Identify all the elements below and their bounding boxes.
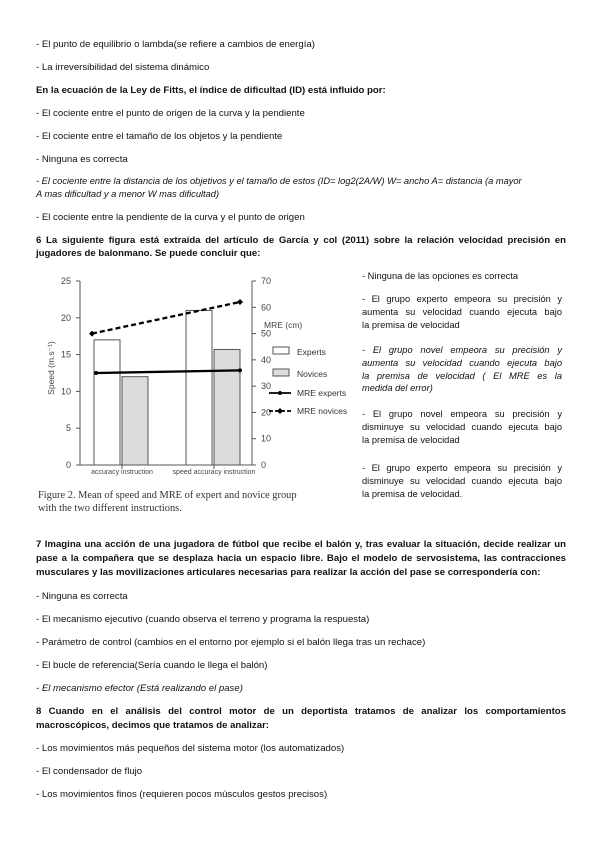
q6-option (362, 270, 562, 283)
option-text: - Ninguna es correcta (36, 591, 128, 602)
y2-axis-label: MRE (cm) (264, 320, 303, 330)
speed-mre-chart (34, 270, 356, 482)
option-text-correct: A mas dificultad y a menor W mas dificultad) (36, 189, 220, 199)
q6-option-line: - El grupo experto empeora su precisión y (362, 463, 562, 473)
option-text: - Ninguna es correcta (36, 154, 128, 165)
option-text: - El bucle de referencia(Sería cuando le llega el balón) (36, 660, 268, 671)
option-text: - El cociente entre el tamaño de los objetos y la pendiente (36, 131, 283, 142)
legend-label: Experts (297, 347, 326, 357)
y-tick-label: 15 (60, 349, 71, 360)
q6-option-line: aumenta su velocidad cuando ejecuta bajo (362, 357, 562, 368)
series-line-mre-novices (92, 302, 240, 334)
q6-option-line: la premisa de velocidad ( El MRE es la (362, 370, 562, 381)
bar-novices (214, 349, 240, 465)
legend-label: MRE novices (297, 406, 348, 416)
q6-option-line: - El grupo experto empeora su precisión y (362, 294, 562, 304)
caption-line: Figure 2. Mean of speed and MRE of expert and novice group (38, 490, 297, 501)
y2-tick-label: 30 (261, 381, 272, 392)
y-axis-label: Speed (m.s⁻¹) (46, 341, 56, 395)
y2-tick-label: 20 (261, 407, 272, 418)
q6-option-line: la premisa de velocidad (362, 319, 460, 330)
y-tick-label: 5 (65, 423, 71, 434)
question-6-line: jugadores de balonmano. Se puede concluir que: (36, 248, 261, 259)
option-text: - Los movimientos más pequeños del sistema motor (los automatizados) (36, 743, 345, 754)
option-text: - Parámetro de control (cambios en el entorno por ejemplo si el balón llega tras un rechace) (36, 637, 426, 648)
point-mre-experts (238, 368, 242, 372)
q6-option-line: disminuye su velocidad cuando ejecuta bajo (362, 421, 562, 432)
point-mre-experts (94, 371, 98, 375)
q6-option-line: - El grupo novel empeora su precisión y (362, 409, 562, 419)
legend-label: Novices (297, 369, 328, 379)
figure-caption (38, 489, 360, 515)
y-tick-label: 20 (60, 312, 71, 323)
y-tick-label: 0 (65, 460, 71, 470)
option-text: - El cociente entre el punto de origen de la curva y la pendiente (36, 108, 305, 119)
legend-point-mre-novices (277, 408, 283, 414)
option-text: - El mecanismo ejecutivo (cuando observa el terreno y programa la respuesta) (36, 614, 370, 625)
y-tick-label: 10 (60, 386, 71, 397)
legend-label: MRE experts (297, 388, 347, 398)
y2-tick-label: 60 (261, 302, 272, 313)
option-text: - Los movimientos finos (requieren pocos músculos gestos precisos) (36, 789, 328, 800)
legend-point-mre-experts (278, 391, 282, 395)
question-7-line: pase a la compañera que se desplaza hacia un espacio libre. Bajo el modelo de servosistema, las contracciones (36, 553, 566, 564)
q6-option (362, 293, 562, 331)
q6-option-line: la premisa de velocidad. (362, 488, 463, 499)
q6-option-line: la premisa de velocidad (362, 434, 460, 445)
option-text: - El condensador de flujo (36, 766, 143, 777)
option-text: - El cociente entre la pendiente de la curva y el punto de origen (36, 212, 305, 223)
question-7-line: musculares y las movilizaciones articulares necesarias para realizar la acción del pase se correspondería con: (36, 567, 541, 578)
option-text: - La irreversibilidad del sistema dinámico (36, 62, 210, 73)
question-7-line: 7 Imagina una acción de una jugadora de fútbol que recibe el balón y, tras evaluar la situación, decide realizar un (36, 539, 566, 550)
legend-swatch-experts (273, 347, 289, 354)
y2-tick-label: 0 (261, 460, 267, 470)
bar-experts (94, 340, 120, 465)
point-mre-novices (89, 331, 95, 337)
q6-option-line: aumenta su velocidad cuando ejecuta bajo (362, 306, 562, 317)
q6-option-line: - El grupo novel empeora su precisión y (362, 345, 562, 355)
question-8-line: 8 Cuando en el análisis del control motor de un deportista tratamos de analizar los comportamientos (36, 706, 566, 717)
q6-option-line: - Ninguna de las opciones es correcta (362, 271, 519, 281)
q6-option (362, 462, 562, 500)
option-text-correct: - El cociente entre la distancia de los objetivos y el tamaño de estos (ID= log2(2A/W) W= ancho A= distancia (a mayor (36, 176, 522, 186)
bar-experts (186, 310, 212, 465)
y2-tick-label: 50 (261, 328, 272, 339)
y2-tick-label: 70 (261, 276, 272, 286)
point-mre-novices (237, 299, 243, 305)
question-fitts: En la ecuación de la Ley de Fitts, el índice de dificultad (ID) está influido por: (36, 85, 386, 96)
y2-tick-label: 10 (261, 433, 272, 444)
caption-line: with the two different instructions. (38, 503, 182, 514)
bar-novices (122, 377, 148, 465)
q6-option (362, 408, 562, 446)
option-text: - El punto de equilibrio o lambda(se refiere a cambios de energía) (36, 39, 315, 50)
q6-option-correct (362, 344, 562, 395)
option-text-correct: - El mecanismo efector (Está realizando el pase) (36, 683, 243, 694)
x-tick-label: accuracy instruction (91, 469, 153, 476)
legend-swatch-novices (273, 369, 289, 376)
question-8-line: macroscópicos, decimos que tratamos de analizar: (36, 720, 269, 731)
q6-option-line: medida del error) (362, 383, 433, 394)
q6-option-line: disminuye su velocidad cuando ejecuta bajo (362, 475, 562, 486)
y-tick-label: 25 (60, 276, 71, 286)
question-6-line: 6 La siguiente figura está extraída del artículo de García y col (2011) sobre la relación velocidad precisión en (36, 235, 566, 246)
y2-tick-label: 40 (261, 354, 272, 365)
x-tick-label: speed accuracy instruction (172, 469, 256, 476)
